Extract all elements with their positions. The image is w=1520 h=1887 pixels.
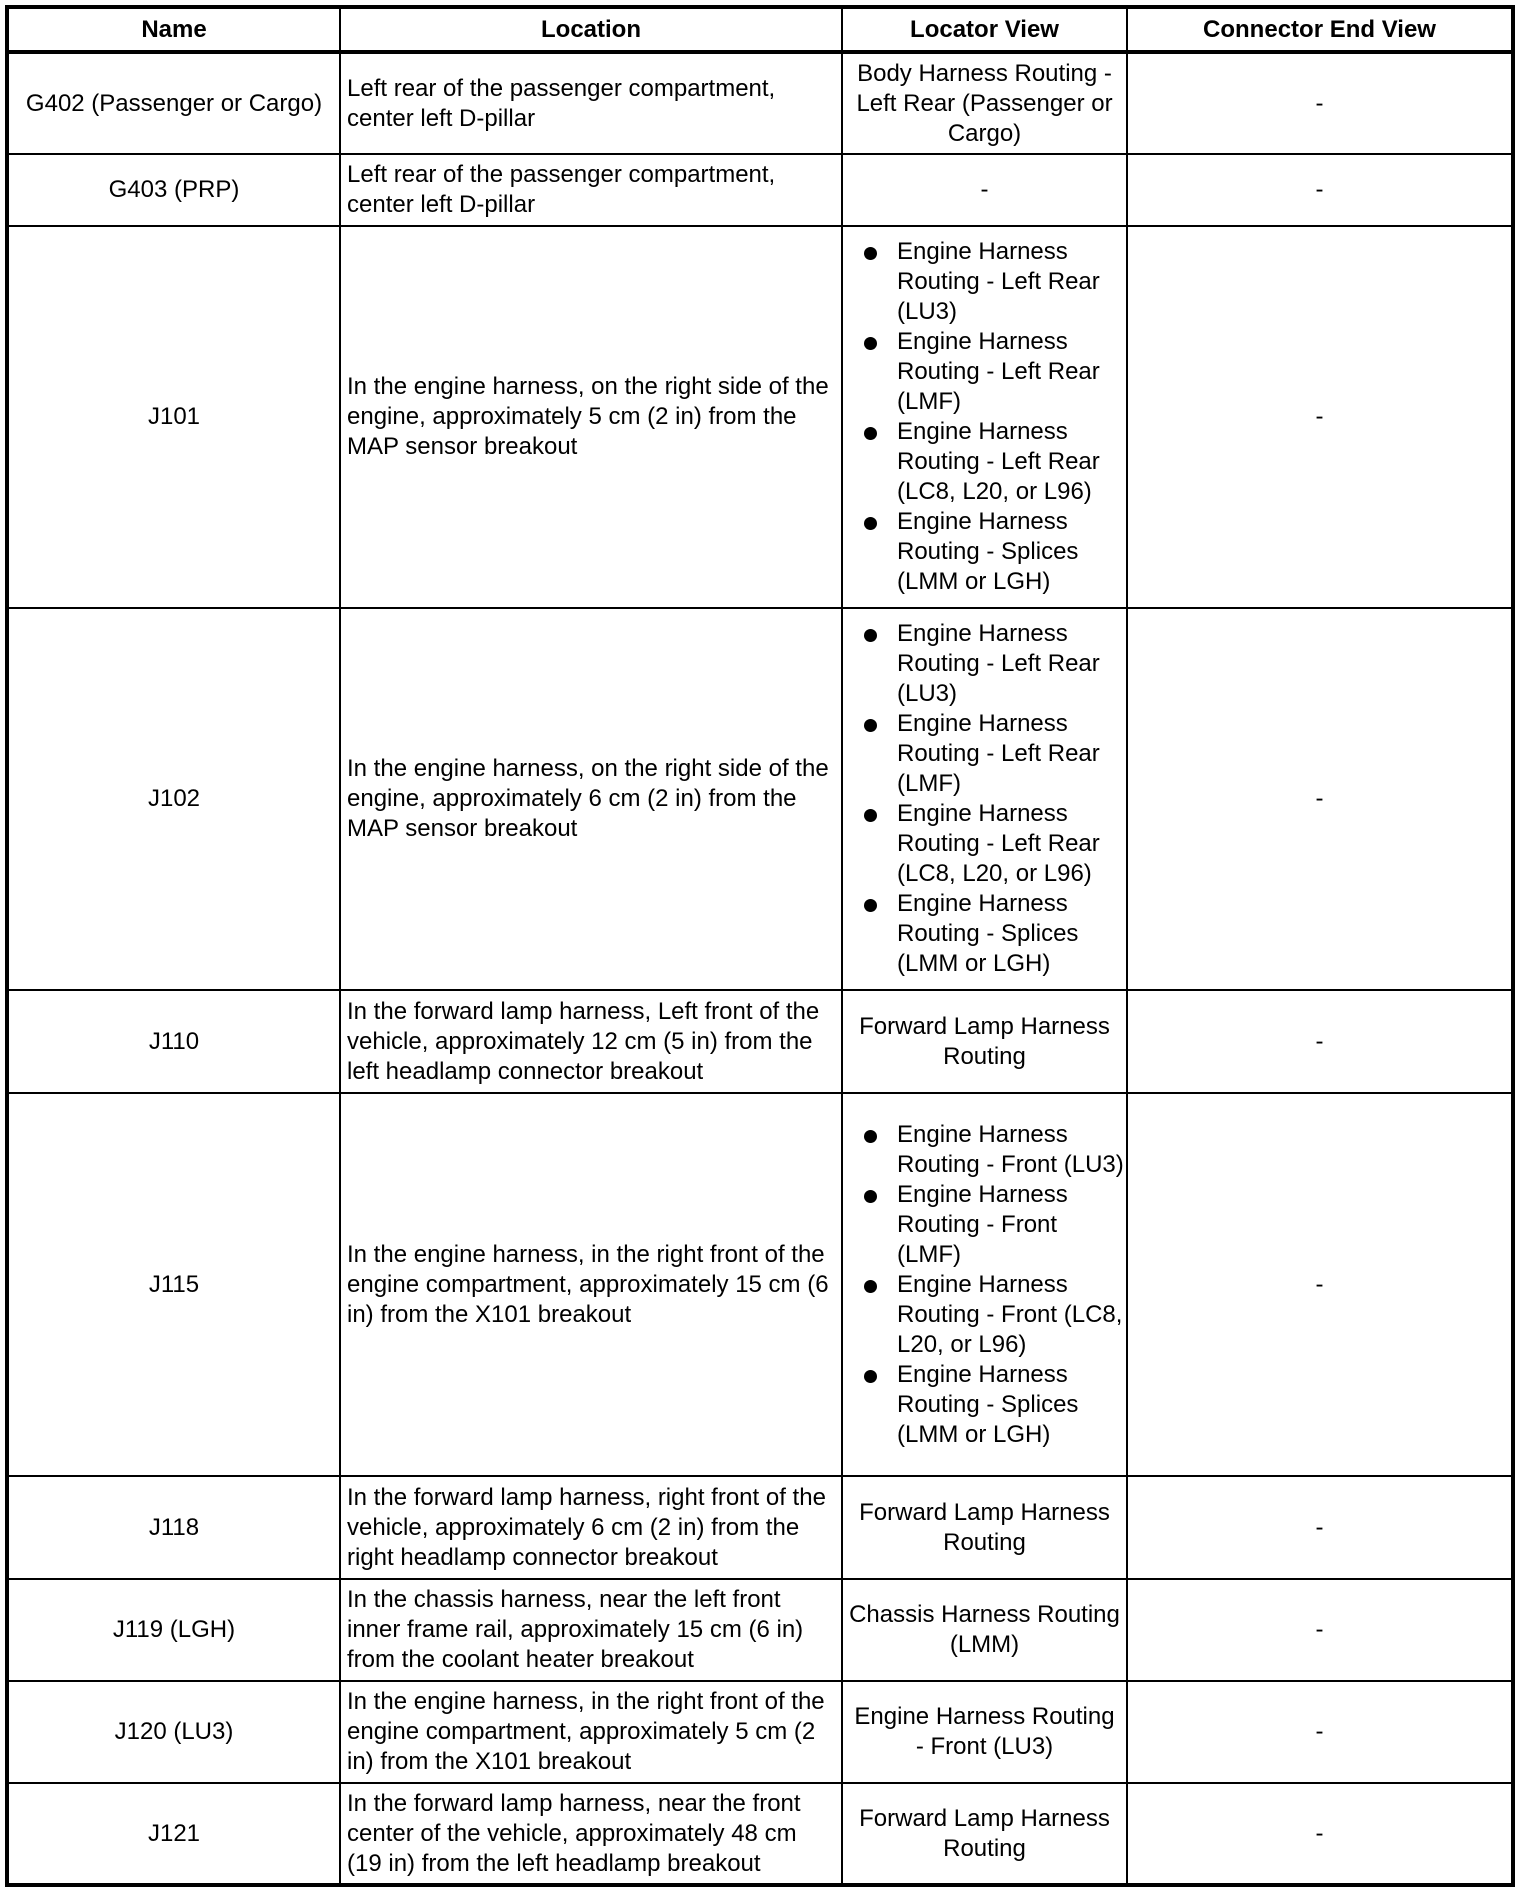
- cell-locator-view: [842, 1093, 1127, 1476]
- cell-connector-end-view: -: [1127, 52, 1513, 154]
- cell-connector-end-view: -: [1127, 1579, 1513, 1681]
- cell-connector-end-view: -: [1127, 1476, 1513, 1579]
- cell-location: In the engine harness, on the right side of the engine, approximately 5 cm (2 in) from the MAP sensor breakout: [340, 226, 842, 608]
- header-locator-view: Locator View: [842, 7, 1127, 52]
- cell-name: J121: [7, 1783, 340, 1885]
- table-row: [7, 608, 1513, 990]
- cell-location: Left rear of the passenger compartment, center left D-pillar: [340, 52, 842, 154]
- list-item: Engine Harness Routing - Splices (LMM or LGH): [861, 507, 1120, 597]
- header-row: [7, 7, 1513, 52]
- table-row: [7, 1476, 1513, 1579]
- cell-connector-end-view: -: [1127, 1681, 1513, 1783]
- cell-location: In the engine harness, in the right front of the engine compartment, approximately 15 cm (6 in) from the X101 breakout: [340, 1093, 842, 1476]
- cell-location: In the forward lamp harness, near the front center of the vehicle, approximately 48 cm (19 in) from the left headlamp breakout: [340, 1783, 842, 1885]
- list-item: Engine Harness Routing - Left Rear (LC8, L20, or L96): [861, 799, 1120, 889]
- cell-name: J110: [7, 990, 340, 1093]
- cell-connector-end-view: -: [1127, 226, 1513, 608]
- list-item: Engine Harness Routing - Left Rear (LMF): [861, 327, 1120, 417]
- table-row: [7, 154, 1513, 226]
- table-row: [7, 1783, 1513, 1885]
- cell-locator-view: [842, 226, 1127, 608]
- cell-name: J119 (LGH): [7, 1579, 340, 1681]
- cell-locator-view: Forward Lamp Harness Routing: [842, 1783, 1127, 1885]
- cell-name: J118: [7, 1476, 340, 1579]
- cell-locator-view: -: [842, 154, 1127, 226]
- cell-location: Left rear of the passenger compartment, center left D-pillar: [340, 154, 842, 226]
- cell-name: G403 (PRP): [7, 154, 340, 226]
- cell-location: In the engine harness, on the right side of the engine, approximately 6 cm (2 in) from the MAP sensor breakout: [340, 608, 842, 990]
- cell-connector-end-view: -: [1127, 1093, 1513, 1476]
- cell-name: J102: [7, 608, 340, 990]
- list-item: Engine Harness Routing - Splices (LMM or LGH): [861, 889, 1120, 979]
- table-row: [7, 226, 1513, 608]
- list-item: Engine Harness Routing - Splices (LMM or LGH): [861, 1360, 1120, 1450]
- cell-locator-view: [842, 608, 1127, 990]
- header-location: Location: [340, 7, 842, 52]
- cell-locator-view: Engine Harness Routing - Front (LU3): [842, 1681, 1127, 1783]
- header-connector-end-view: Connector End View: [1127, 7, 1513, 52]
- cell-name: G402 (Passenger or Cargo): [7, 52, 340, 154]
- cell-location: In the forward lamp harness, right front of the vehicle, approximately 6 cm (2 in) from the right headlamp connector breakout: [340, 1476, 842, 1579]
- cell-location: In the forward lamp harness, Left front of the vehicle, approximately 12 cm (5 in) from the left headlamp connector breakout: [340, 990, 842, 1093]
- table-row: [7, 1579, 1513, 1681]
- cell-locator-view: Forward Lamp Harness Routing: [842, 990, 1127, 1093]
- cell-location: In the engine harness, in the right front of the engine compartment, approximately 5 cm (2 in) from the X101 breakout: [340, 1681, 842, 1783]
- cell-name: J115: [7, 1093, 340, 1476]
- cell-name: J101: [7, 226, 340, 608]
- table-row: [7, 1681, 1513, 1783]
- table-row: [7, 52, 1513, 154]
- cell-location: In the chassis harness, near the left front inner frame rail, approximately 15 cm (6 in) from the coolant heater breakout: [340, 1579, 842, 1681]
- cell-connector-end-view: -: [1127, 990, 1513, 1093]
- cell-connector-end-view: -: [1127, 608, 1513, 990]
- cell-connector-end-view: -: [1127, 1783, 1513, 1885]
- list-item: Engine Harness Routing - Front (LMF): [861, 1180, 1120, 1270]
- connector-table: [5, 5, 1515, 1887]
- cell-connector-end-view: -: [1127, 154, 1513, 226]
- list-item: Engine Harness Routing - Left Rear (LMF): [861, 709, 1120, 799]
- list-item: Engine Harness Routing - Left Rear (LC8, L20, or L96): [861, 417, 1120, 507]
- cell-name: J120 (LU3): [7, 1681, 340, 1783]
- table-row: [7, 990, 1513, 1093]
- table-row: [7, 1093, 1513, 1476]
- cell-locator-view: Body Harness Routing - Left Rear (Passenger or Cargo): [842, 52, 1127, 154]
- header-name: Name: [7, 7, 340, 52]
- cell-locator-view: Forward Lamp Harness Routing: [842, 1476, 1127, 1579]
- list-item: Engine Harness Routing - Left Rear (LU3): [861, 237, 1120, 327]
- cell-locator-view: Chassis Harness Routing (LMM): [842, 1579, 1127, 1681]
- list-item: Engine Harness Routing - Left Rear (LU3): [861, 619, 1120, 709]
- list-item: Engine Harness Routing - Front (LC8, L20, or L96): [861, 1270, 1120, 1360]
- list-item: Engine Harness Routing - Front (LU3): [861, 1120, 1120, 1180]
